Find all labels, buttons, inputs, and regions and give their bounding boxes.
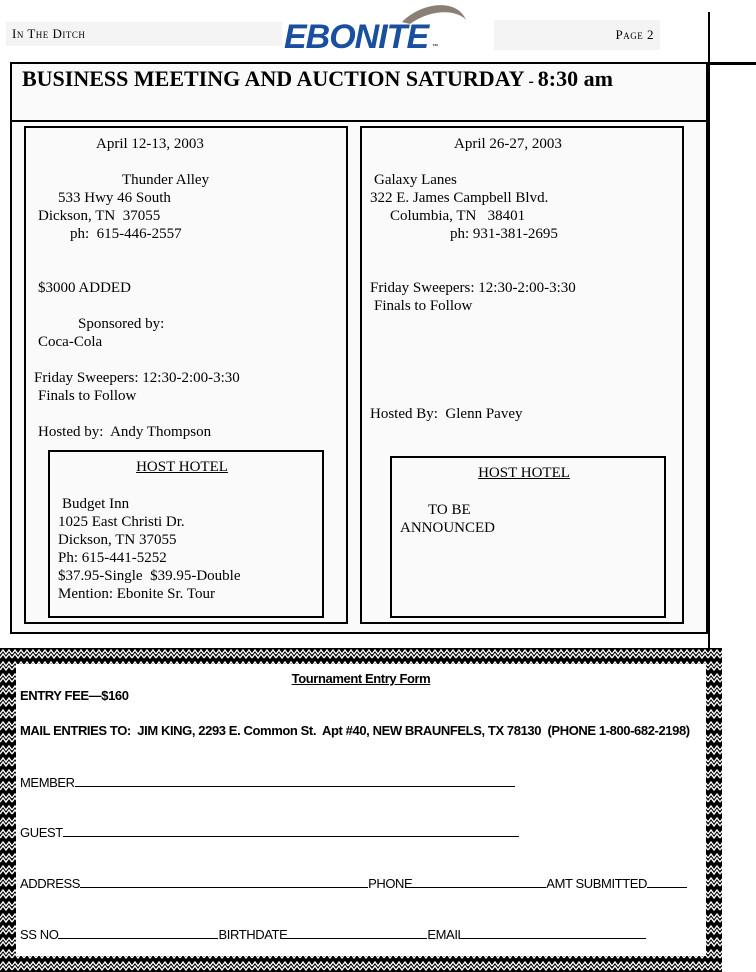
entry-fee: ENTRY FEE—$160 [20, 688, 129, 703]
right-event-finals: Finals to Follow [374, 298, 473, 314]
guest-field[interactable] [63, 824, 519, 837]
left-event-sponsored-label: Sponsored by: [78, 316, 165, 332]
email-label: EMAIL [427, 927, 465, 942]
right-event-sweepers: Friday Sweepers: 12:30-2:00-3:30 [370, 280, 576, 296]
mail-entries: MAIL ENTRIES TO: JIM KING, 2293 E. Common St. Apt #40, NEW BRAUNFELS, TX 78130 (PHONE 1-800-682-2198) [20, 723, 690, 738]
right-event-street: 322 E. James Campbell Blvd. [370, 190, 549, 206]
right-hotel-line1: TO BE [428, 502, 471, 518]
left-event-sponsor: Coca-Cola [38, 334, 103, 350]
birthdate-label: BIRTHDATE [218, 927, 288, 942]
email-field[interactable] [464, 926, 646, 939]
birthdate-field[interactable] [287, 926, 427, 939]
logo-text: EBONITE [284, 18, 429, 56]
ss-no-field[interactable] [58, 926, 218, 939]
page-title [22, 66, 613, 92]
left-hotel-line3: Dickson, TN 37055 [58, 532, 177, 548]
address-label: ADDRESS [20, 876, 81, 891]
logo-trademark: ™ [432, 44, 438, 50]
guest-label: GUEST [20, 825, 63, 840]
title-time: 8:30 am [537, 66, 613, 91]
page-number: Page 2 [494, 20, 660, 50]
ssno-row [20, 926, 646, 942]
right-event-phone: ph: 931-381-2695 [450, 226, 558, 242]
amt-submitted-label: AMT SUBMITTED [546, 876, 648, 891]
phone-field[interactable] [412, 875, 546, 888]
ss-no-label: SS NO [20, 927, 59, 942]
address-row [20, 875, 687, 891]
left-event-finals: Finals to Follow [38, 388, 137, 404]
top-rule [708, 62, 756, 65]
right-hotel-heading: HOST HOTEL [478, 465, 570, 481]
left-event-dates: April 12-13, 2003 [96, 136, 204, 152]
left-event-hosted: Hosted by: Andy Thompson [38, 424, 212, 440]
left-event-sweepers: Friday Sweepers: 12:30-2:00-3:30 [34, 370, 240, 386]
ebonite-logo [282, 0, 478, 60]
left-hotel-line4: Ph: 615-441-5252 [58, 550, 167, 566]
right-event-hosted: Hosted By: Glenn Pavey [370, 406, 523, 422]
left-event-added: $3000 ADDED [38, 280, 131, 296]
right-rule [708, 12, 710, 652]
form-title: Tournament Entry Form [291, 671, 431, 686]
left-hotel-line1: Budget Inn [62, 496, 130, 512]
member-row [20, 774, 515, 790]
right-hotel-line2: ANNOUNCED [400, 520, 495, 536]
phone-label: PHONE [368, 876, 413, 891]
left-hotel-line6: Mention: Ebonite Sr. Tour [58, 586, 216, 602]
amt-submitted-field[interactable] [647, 875, 687, 888]
title-main: BUSINESS MEETING AND AUCTION SATURDAY [22, 66, 525, 91]
left-event-phone: ph: 615-446-2557 [70, 226, 182, 242]
member-label: MEMBER [20, 775, 75, 790]
address-field[interactable] [80, 875, 368, 888]
left-event-venue: Thunder Alley [122, 172, 210, 188]
guest-row [20, 824, 519, 840]
title-dash: - [524, 73, 538, 90]
member-field[interactable] [75, 774, 515, 787]
left-hotel-line5: $37.95-Single $39.95-Double [58, 568, 241, 584]
right-event-city: Columbia, TN 38401 [390, 208, 526, 224]
right-event-dates: April 26-27, 2003 [454, 136, 562, 152]
newsletter-title: In The Ditch [6, 22, 282, 46]
left-hotel-heading: HOST HOTEL [136, 459, 228, 475]
right-event-venue: Galaxy Lanes [374, 172, 457, 188]
left-event-street: 533 Hwy 46 South [58, 190, 171, 206]
left-event-city: Dickson, TN 37055 [38, 208, 161, 224]
left-hotel-line2: 1025 East Christi Dr. [58, 514, 185, 530]
